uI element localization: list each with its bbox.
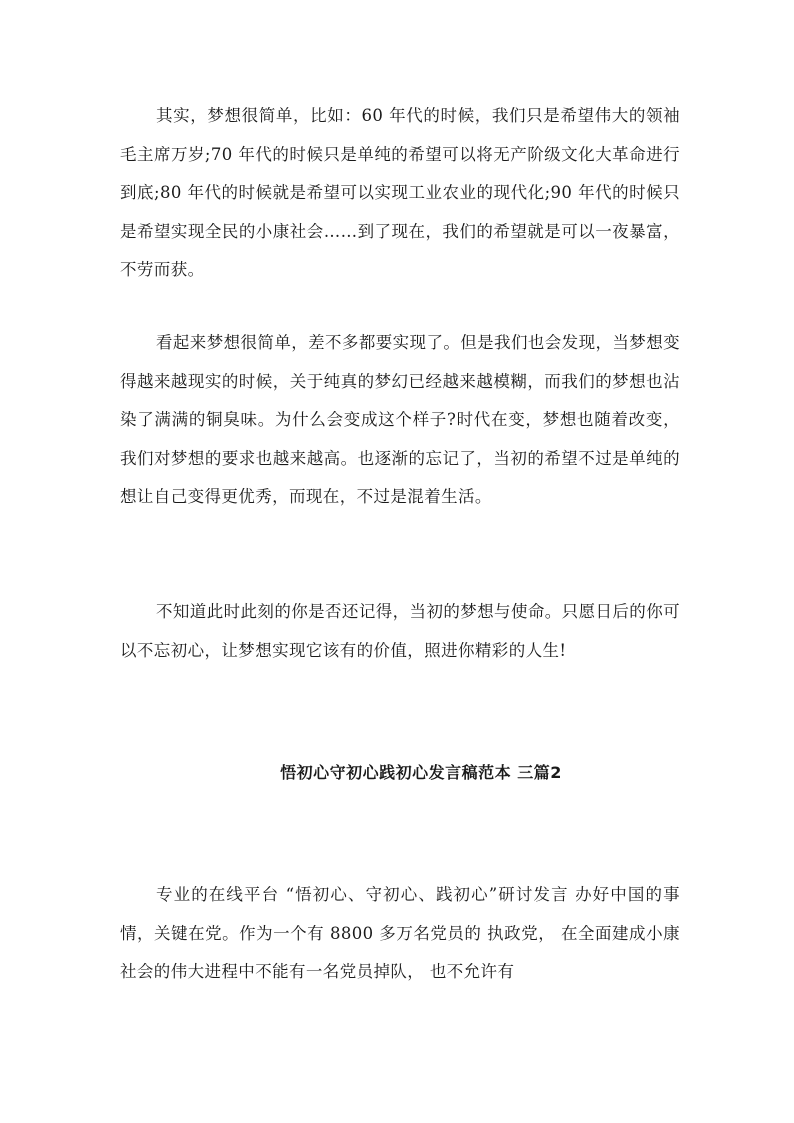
paragraph-remember-mission: 不知道此时此刻的你是否还记得，当初的梦想与使命。只愿日后的你可以不忘初心，让梦想实现它该有的价值，照进你精彩的人生! bbox=[120, 602, 680, 660]
paragraph-dreams-reality: 看起来梦想很简单，差不多都要实现了。但是我们也会发现，当梦想变得越来越现实的时候，关于纯真的梦幻已经越来越模糊，而我们的梦想也沾染了满满的铜臭味。为什么会变成这个样子?时代在变，梦想也随着改变，我们对梦想的要求也越来越高。也逐渐的忘记了，当初的希望不过是单纯的想让自己变得更优秀，而现在，不过是混着生活。 bbox=[120, 333, 680, 506]
paragraph-speech-intro: 专业的在线平台 “悟初心、守初心、践初心”研讨发言 办好中国的事情，关键在党。作为一个有 8800 多万名党员的 执政党， 在全面建成小康社会的伟大进程中不能有一名党员掉队， 也不允许有 bbox=[120, 885, 680, 981]
paragraph-dreams-history: 其实，梦想很简单，比如：60 年代的时候，我们只是希望伟大的领袖毛主席万岁;70 年代的时候只是单纯的希望可以将无产阶级文化大革命进行到底;80 年代的时候就是希望可以实现工业农业的现代化;90 年代的时候只是希望实现全民的小康社会……到了现在，我们的希望就是可以一夜暴富，不劳而获。 bbox=[120, 106, 680, 279]
section-title: 悟初心守初心践初心发言稿范本 三篇2 bbox=[280, 763, 562, 782]
